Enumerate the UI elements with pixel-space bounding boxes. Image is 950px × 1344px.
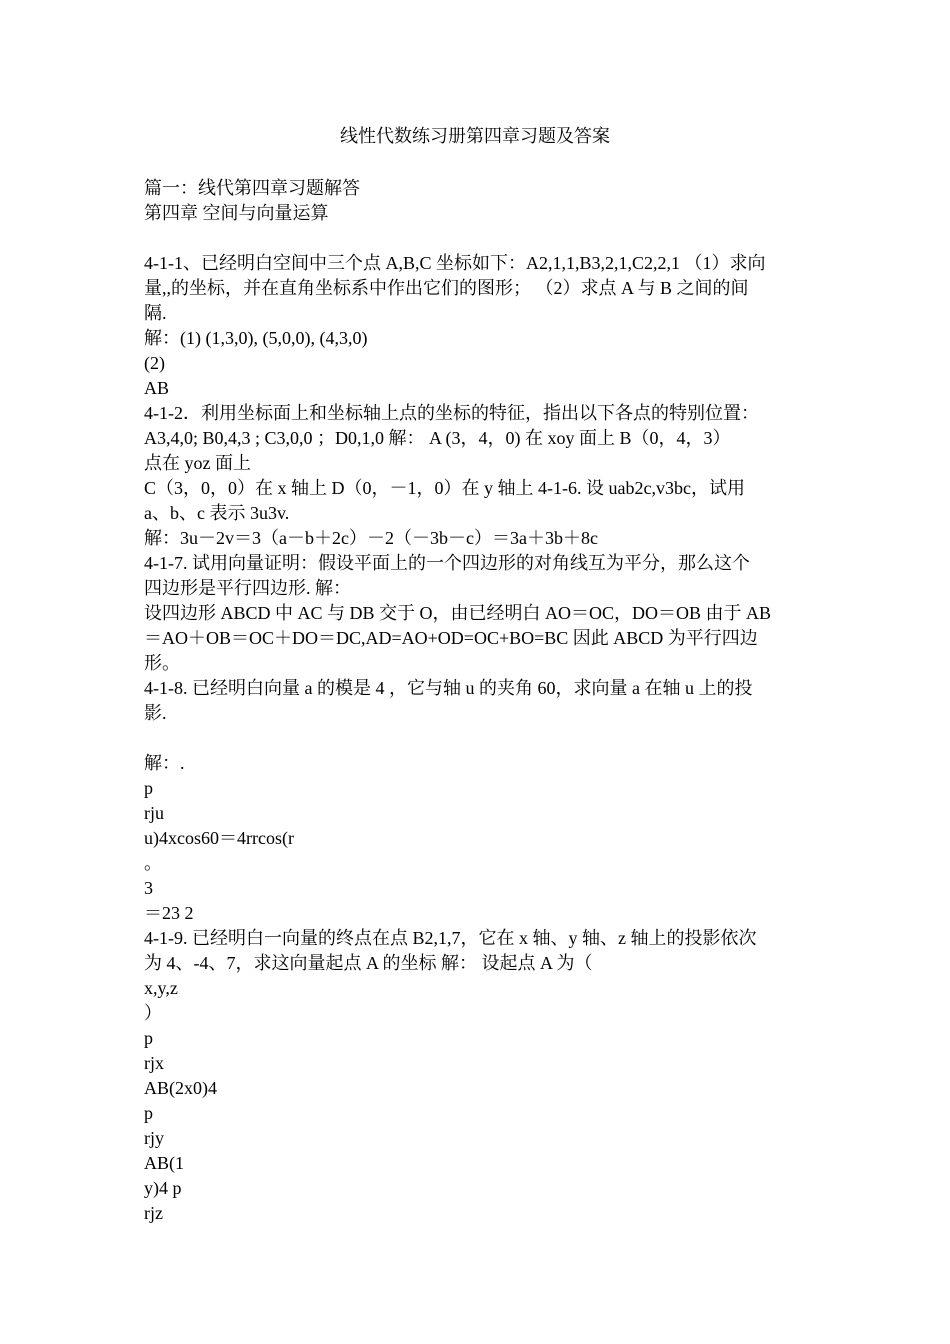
- blank-line: [144, 226, 809, 251]
- text-line: 设四边形 ABCD 中 AC 与 DB 交于 O，由已经明白 AO＝OC，DO＝OB 由于 AB: [144, 603, 772, 623]
- text-line: 解：3u－2v＝3（a－b＋2c）－2（－3b－c）＝3a＋3b＋8c: [144, 528, 598, 548]
- text-line: p: [144, 1103, 153, 1123]
- text-line: 形。: [144, 653, 180, 673]
- text-line: 点在 yoz 面上: [144, 453, 251, 473]
- text-line: 。: [144, 853, 162, 873]
- text-line: p: [144, 1028, 153, 1048]
- text-line: 3: [144, 878, 153, 898]
- text-line: ＝AO＋OB＝OC＋DO＝DC,AD=AO+OD=OC+BO=BC 因此 ABCD 为平行四边: [144, 628, 758, 648]
- text-line: ＝23 2: [144, 903, 194, 923]
- text-line: AB: [144, 378, 170, 398]
- text-line: AB(2x0)4: [144, 1078, 217, 1098]
- text-line: 影.: [144, 703, 167, 723]
- text-line: 4-1-9. 已经明白一向量的终点在点 B2,1,7，它在 x 轴、y 轴、z 轴上的投影依次: [144, 928, 757, 948]
- text-line: C（3，0，0）在 x 轴上 D（0，－1，0）在 y 轴上 4-1-6. 设 uab2c,v3bc，试用: [144, 478, 745, 498]
- document-body: [144, 176, 809, 1226]
- text-line: 解：(1) (1,3,0), (5,0,0), (4,3,0): [144, 328, 368, 348]
- text-line: p: [144, 778, 153, 798]
- text-line: 篇一：线代第四章习题解答: [144, 178, 360, 198]
- text-line: x,y,z: [144, 978, 178, 998]
- text-line: (2): [144, 353, 165, 373]
- text-line: a、b、c 表示 3u3v.: [144, 503, 290, 523]
- text-line: rjz: [144, 1203, 163, 1223]
- text-line: 四边形是平行四边形. 解：: [144, 578, 351, 598]
- text-line: A3,4,0; B0,4,3 ; C3,0,0 ；D0,1,0 解： A (3，4，0) 在 xoy 面上 B（0，4，3）: [144, 428, 731, 448]
- text-line: rju: [144, 803, 164, 823]
- text-line: 解：.: [144, 753, 185, 773]
- text-line: 4-1-2．利用坐标面上和坐标轴上点的坐标的特征，指出以下各点的特别位置：: [144, 403, 759, 423]
- text-line: 第四章 空间与向量运算: [144, 203, 329, 223]
- text-line: ）: [144, 1003, 162, 1023]
- text-line: y)4 p: [144, 1178, 182, 1198]
- blank-line: [144, 726, 809, 751]
- text-line: 量,,的坐标，并在直角坐标系中作出它们的图形； （2）求点 A 与 B 之间的间: [144, 278, 749, 298]
- text-line: AB(1: [144, 1153, 184, 1173]
- text-line: rjx: [144, 1053, 164, 1073]
- text-line: rjy: [144, 1128, 164, 1148]
- text-line: 为 4、-4、7，求这向量起点 A 的坐标 解： 设起点 A 为（: [144, 953, 593, 973]
- text-line: 4-1-1、已经明白空间中三个点 A,B,C 坐标如下：A2,1,1,B3,2,1,C2,2,1 （1）求向: [144, 253, 766, 273]
- text-line: u)4xcos60＝4rrcos(r: [144, 828, 294, 848]
- document-title: 线性代数练习册第四章习题及答案: [340, 126, 610, 146]
- text-line: 4-1-7. 试用向量证明：假设平面上的一个四边形的对角线互为平分，那么这个: [144, 553, 750, 573]
- text-line: 隔.: [144, 303, 167, 323]
- text-line: 4-1-8. 已经明白向量 a 的模是 4 ，它与轴 u 的夹角 60，求向量 a 在轴 u 上的投: [144, 678, 753, 698]
